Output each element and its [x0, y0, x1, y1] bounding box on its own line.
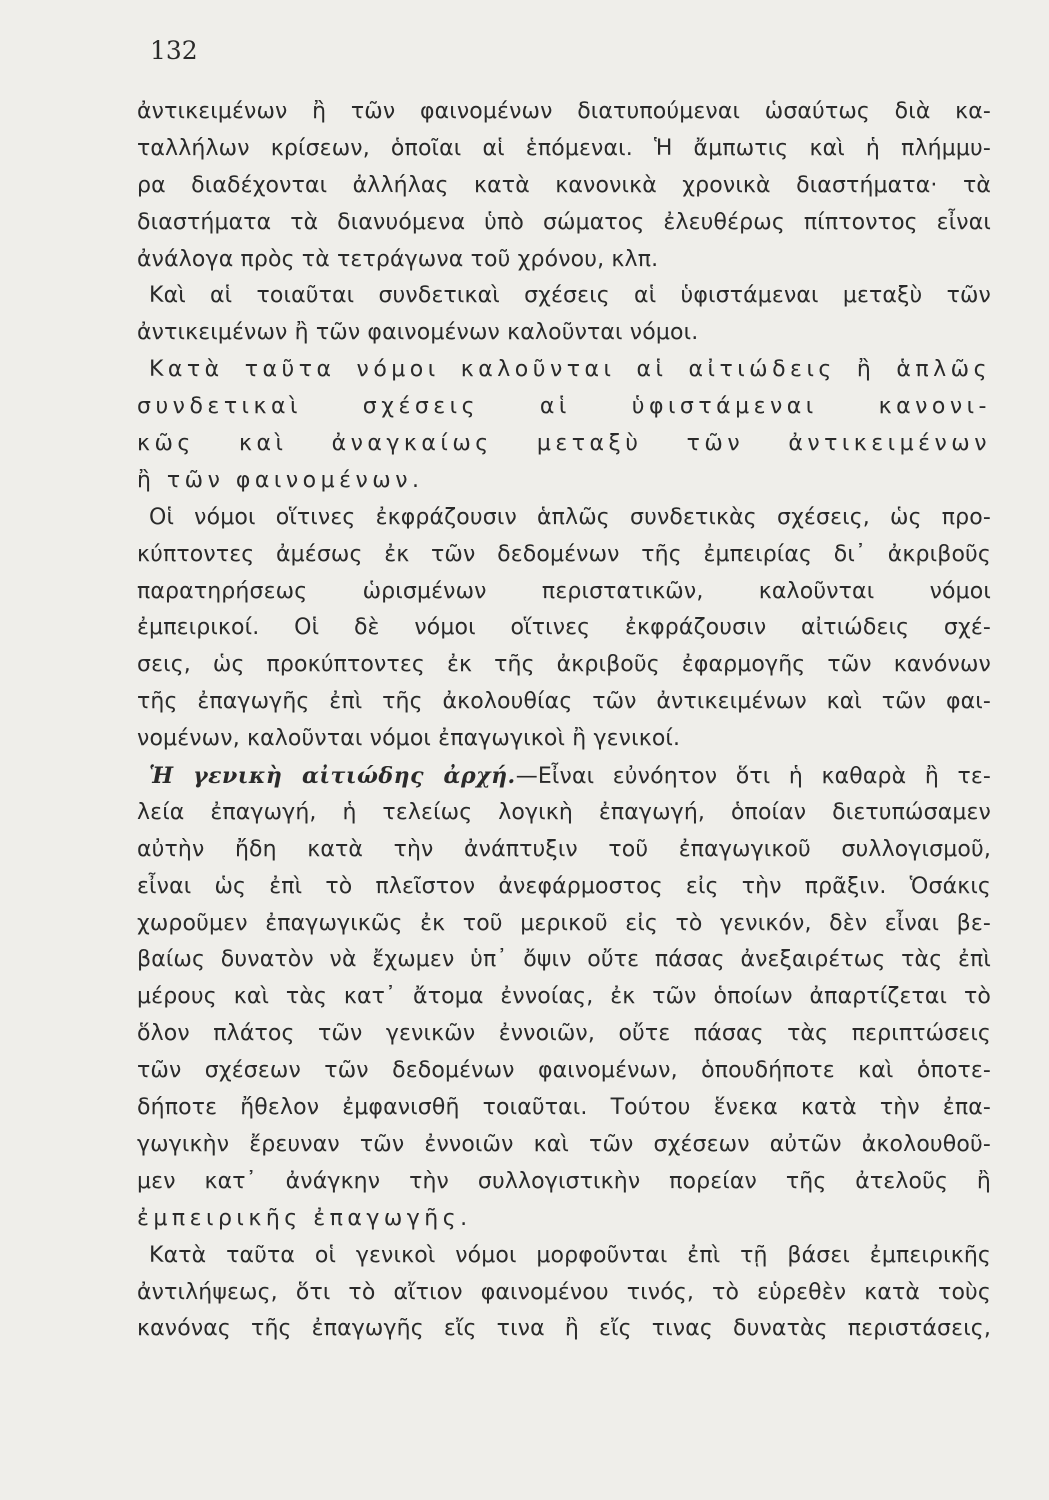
- text-line: βαίως δυνατὸν νὰ ἔχωμεν ὑπ᾿ ὄψιν οὔτε πάσας ἀνεξαιρέτως τὰς ἐπὶ: [137, 947, 991, 973]
- definition-paragraph: [137, 352, 991, 500]
- text-line: Οἱ νόμοι οἵτινες ἐκφράζουσιν ἁπλῶς συνδετικὰς σχέσεις, ὡς προ-: [149, 504, 991, 530]
- text-line: τῆς ἐπαγωγῆς ἐπὶ τῆς ἀκολουθίας τῶν ἀντικειμένων καὶ τῶν φαι-: [137, 689, 991, 715]
- text-line: Καὶ αἱ τοιαῦται συνδετικαὶ σχέσεις αἱ ὑφιστάμεναι μεταξὺ τῶν: [149, 283, 991, 309]
- text-line: ἀντικειμένων ἢ τῶν φαινομένων καλοῦνται νόμοι.: [137, 320, 699, 346]
- text-line: γωγικὴν ἔρευναν τῶν ἐννοιῶν καὶ τῶν σχέσεων αὐτῶν ἀκολουθοῦ-: [137, 1131, 991, 1157]
- text-line: ἀντικειμένων ἢ τῶν φαινομένων διατυπούμεναι ὡσαύτως διὰ κα-: [137, 99, 991, 124]
- text-line: ἐμπειρικοί. Οἱ δὲ νόμοι οἵτινες ἐκφράζουσιν αἰτιώδεις σχέ-: [137, 615, 991, 641]
- text-line: κύπτοντες ἀμέσως ἐκ τῶν δεδομένων τῆς ἐμπειρίας δι᾿ ἀκριβοῦς: [137, 541, 991, 567]
- text-line: κανόνας τῆς ἐπαγωγῆς εἴς τινα ἢ εἴς τινας δυνατὰς περιστάσεις,: [137, 1316, 991, 1342]
- text-line: ἢ τῶν φαινομένων.: [137, 467, 424, 493]
- text-line: τῶν σχέσεων τῶν δεδομένων φαινομένων, ὁπουδήποτε καὶ ὁποτε-: [137, 1058, 991, 1084]
- text-line: αὐτὴν ἤδη κατὰ τὴν ἀνάπτυξιν τοῦ ἐπαγωγικοῦ συλλογισμοῦ,: [137, 836, 991, 862]
- text-line: σεις, ὡς προκύπτοντες ἐκ τῆς ἀκριβοῦς ἐφαρμογῆς τῶν κανόνων: [137, 652, 991, 678]
- text-line: ἀνάλογα πρὸς τὰ τετράγωνα τοῦ χρόνου, κλπ.: [137, 246, 659, 272]
- text-line: [137, 758, 991, 795]
- text-line: ἐμπειρικῆς ἐπαγωγῆς.: [137, 1205, 472, 1231]
- text-line: νομένων, καλοῦνται νόμοι ἐπαγωγικοὶ ἢ γενικοί.: [137, 726, 681, 752]
- paragraph: [137, 758, 991, 1238]
- section-heading: Ἡ γενικὴ αἰτιώδης ἀρχή.: [149, 763, 516, 790]
- paragraph: [137, 278, 991, 352]
- text-line: συνδετικαὶ σχέσεις αἱ ὑφιστάμεναι κανονι-: [137, 394, 991, 420]
- text-line: ταλλήλων κρίσεων, ὁποῖαι αἱ ἑπόμεναι. Ἡ ἄμπωτις καὶ ἡ πλήμμυ-: [137, 135, 991, 161]
- text-line: μεν κατ᾿ ἀνάγκην τὴν συλλογιστικὴν πορείαν τῆς ἀτελοῦς ἢ: [137, 1168, 991, 1194]
- text-line: μέρους καὶ τὰς κατ᾿ ἄτομα ἐννοίας, ἐκ τῶν ὁποίων ἀπαρτίζεται τὸ: [137, 984, 991, 1010]
- text-line: παρατηρήσεως ὡρισμένων περιστατικῶν, καλοῦνται νόμοι: [137, 578, 991, 604]
- text-line: ρα διαδέχονται ἀλλήλας κατὰ κανονικὰ χρονικὰ διαστήματα· τὰ: [137, 172, 991, 198]
- text-line: λεία ἐπαγωγή, ἡ τελείως λογικὴ ἐπαγωγή, ὁποίαν διετυπώσαμεν: [137, 799, 991, 825]
- heading-line-text: —Εἶναι εὐνόητον ὅτι ἡ καθαρὰ ἢ τε-: [515, 764, 991, 790]
- text-line: ὅλον πλάτος τῶν γενικῶν ἐννοιῶν, οὔτε πάσας τὰς περιπτώσεις: [137, 1021, 991, 1047]
- paragraph: [137, 1238, 991, 1349]
- body-text: [137, 94, 991, 1348]
- text-line: δήποτε ἤθελον ἐμφανισθῆ τοιαῦται. Τούτου ἕνεκα κατὰ τὴν ἐπα-: [137, 1095, 991, 1121]
- paragraph: [137, 500, 991, 758]
- text-line: Κατὰ ταῦτα οἱ γενικοὶ νόμοι μορφοῦνται ἐπὶ τῇ βάσει ἐμπειρικῆς: [149, 1242, 991, 1268]
- text-line: χωροῦμεν ἐπαγωγικῶς ἐκ τοῦ μερικοῦ εἰς τὸ γενικόν, δὲν εἶναι βε-: [137, 910, 991, 936]
- paragraph: [137, 94, 991, 278]
- text-line: διαστήματα τὰ διανυόμενα ὑπὸ σώματος ἐλευθέρως πίπτοντος εἶναι: [137, 209, 991, 235]
- text-line: Κατὰ ταῦτα νόμοι καλοῦνται αἱ αἰτιώδεις ἢ ἁπλῶς: [149, 357, 991, 383]
- text-line: ἀντιλήψεως, ὅτι τὸ αἴτιον φαινομένου τινός, τὸ εὑρεθὲν κατὰ τοὺς: [137, 1279, 991, 1305]
- text-line: εἶναι ὡς ἐπὶ τὸ πλεῖστον ἀνεφάρμοστος εἰς τὴν πρᾶξιν. Ὁσάκις: [137, 873, 991, 899]
- page-number: 132: [150, 36, 198, 65]
- text-line: κῶς καὶ ἀναγκαίως μεταξὺ τῶν ἀντικειμένων: [137, 431, 991, 457]
